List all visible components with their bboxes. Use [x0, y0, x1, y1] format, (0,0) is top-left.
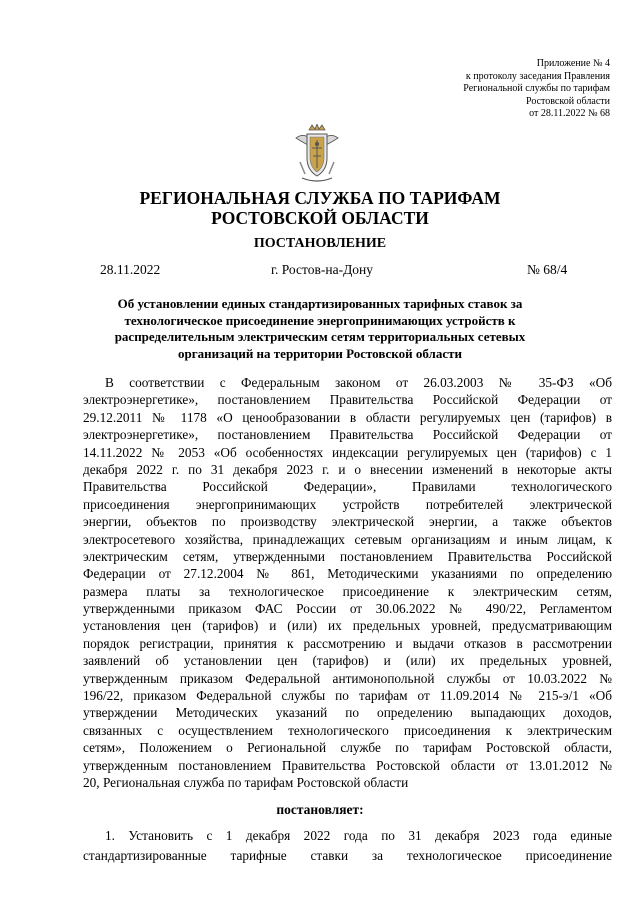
paragraph-line: Федерации от 27.12.2004 № 861, Методическими указаниями по определению: [83, 566, 612, 582]
paragraph-line: порядок регистрации, принятия к рассмотрению и выдачи отказов в рассмотрении: [83, 635, 612, 651]
subject-line: Об установлении единых стандартизированных тарифных ставок за: [117, 296, 523, 311]
paragraph-line: утверждении Методических указаний по определению выпадающих доходов,: [83, 705, 612, 721]
document-number: № 68/4: [527, 262, 568, 277]
paragraph-line: 196/22, приказом Федеральной службы по тарифам от 11.09.2014 № 215-э/1 «Об: [83, 688, 612, 704]
coat-of-arms-icon: [292, 124, 342, 184]
paragraph-line: утвержденными приказом ФАС России от 30.06.2022 № 490/22, Регламентом: [83, 601, 612, 617]
paragraph-line: присоединения энергопринимающих устройств потребителей электрической: [83, 496, 612, 512]
paragraph-line: Правительства Российской Федерации», Правилами технологического: [83, 479, 612, 495]
annex-line: Ростовской области: [526, 95, 610, 107]
document-city: г. Ростов-на-Дону: [271, 262, 374, 277]
item-line: 1. Установить с 1 декабря 2022 года по 31 декабря 2023 года единые: [105, 828, 612, 843]
paragraph-line: размера платы за технологическое присоединение к электрическим сетям,: [83, 583, 612, 599]
annex-line: к протоколу заседания Правления: [465, 70, 610, 82]
paragraph-line: утвержденным постановлением Правительства Ростовской области от 13.01.2012 №: [83, 757, 612, 773]
paragraph-line: заявлений об установлении цен (тарифов) и (или) их предельных уровней,: [83, 653, 612, 669]
annex-line: от 28.11.2022 № 68: [529, 108, 610, 119]
item-line: стандартизированные тарифные ставки за технологическое присоединение: [83, 848, 612, 863]
paragraph-line: декабря 2022 г. по 31 декабря 2023 г. и о внесении изменений в некоторые акты: [83, 461, 612, 477]
paragraph-line: электроэнергетике», постановлением Правительства Российской Федерации от: [83, 392, 612, 408]
subject-line: технологическое присоединение энергопринимающих устройств к: [124, 312, 516, 328]
paragraph-line: электросетевого хозяйства, принадлежащих сетевым организациям и иным лицам, к: [83, 531, 612, 547]
paragraph-line: В соответствии с Федеральным законом от 26.03.2003 № 35-ФЗ «Об: [105, 375, 612, 390]
document-subject: [80, 296, 560, 362]
document-date: 28.11.2022: [100, 262, 161, 277]
paragraph-line: сетям», Положением о Региональной службе по тарифам Ростовской области,: [83, 740, 612, 756]
organization-name: РЕГИОНАЛЬНАЯ СЛУЖБА ПО ТАРИФАМ: [139, 188, 501, 208]
organization-region: РОСТОВСКОЙ ОБЛАСТИ: [211, 208, 429, 228]
annex-line: Региональной службы по тарифам: [463, 83, 610, 94]
annex-block: [350, 58, 610, 121]
paragraph-line: энергии, объектов по производству электрической энергии, а также объектов: [83, 514, 612, 530]
paragraph-line: 20, Региональная служба по тарифам Ростовской области: [83, 774, 409, 790]
preamble-paragraph: [83, 374, 612, 791]
paragraph-line: электроэнергетике», постановлением Правительства Российской Федерации от: [83, 427, 612, 443]
paragraph-line: утвержденным приказом Федеральной антимонопольной службы от 10.03.2022 №: [83, 670, 612, 686]
paragraph-line: электрическим сетям, утвержденными постановлением Правительства Российской: [83, 548, 612, 564]
resolution-item-1: [83, 826, 612, 866]
paragraph-line: связанных с осуществлением технологического присоединения к электрическим: [83, 722, 612, 738]
subject-line: распределительным электрическим сетям территориальных сетевых: [114, 329, 526, 344]
paragraph-line: 29.12.2011 № 1178 «О ценообразовании в области регулируемых цен (тарифов) в: [83, 409, 612, 425]
document-type: ПОСТАНОВЛЕНИЕ: [253, 236, 387, 251]
paragraph-line: 14.11.2022 № 2053 «Об особенностях индексации регулируемых цен (тарифов) с 1: [83, 444, 612, 460]
subject-line: организаций на территории Ростовской области: [178, 345, 462, 361]
resolves-heading: постановляет:: [276, 802, 364, 817]
paragraph-line: установления цен (тарифов) и (или) их предельных уровней, предусматривающим: [83, 618, 612, 634]
annex-line: Приложение № 4: [536, 58, 610, 69]
